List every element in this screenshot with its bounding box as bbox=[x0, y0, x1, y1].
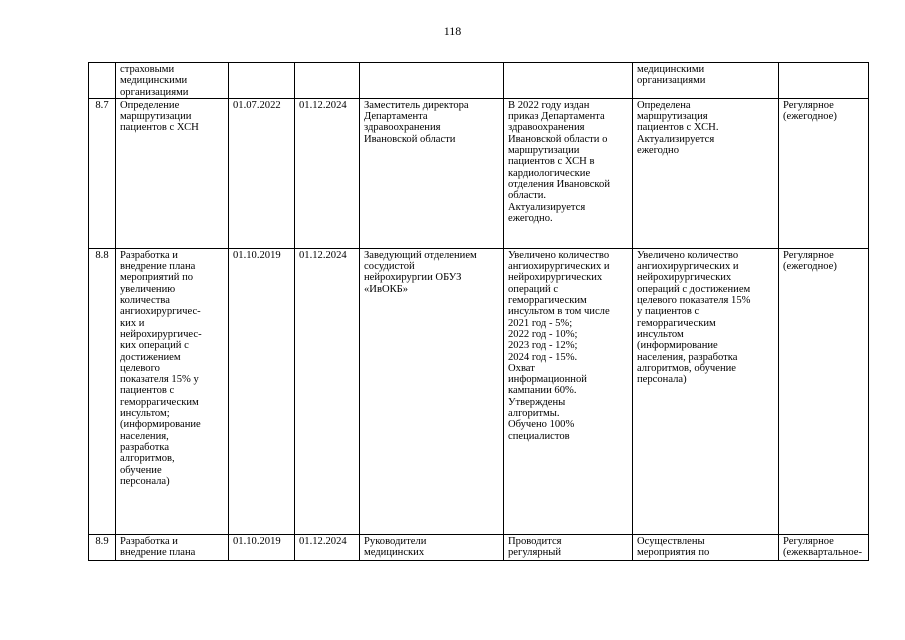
table-row bbox=[89, 248, 869, 534]
expected-result-cell bbox=[504, 248, 633, 534]
cell-text-line: увеличению bbox=[120, 283, 176, 295]
cell-text-line: внедрение плана bbox=[120, 261, 196, 273]
cell-text-line: Осуществлены bbox=[637, 535, 705, 547]
event-cell bbox=[116, 98, 229, 248]
cell-text-line: пациентов с ХСН. bbox=[637, 122, 719, 134]
cell-text-line: нейрохирургических bbox=[637, 272, 732, 284]
cell-text-line: нейрохирургических bbox=[508, 272, 603, 284]
item-number-cell bbox=[89, 63, 116, 99]
cell-text-line: кардиологические bbox=[508, 167, 591, 179]
cell-text-line: (информирование bbox=[637, 340, 718, 352]
cell-text-line: нейрохирургии ОБУЗ bbox=[364, 272, 462, 284]
cell-text-line: Департамента bbox=[364, 111, 428, 123]
cell-text-line: (ежеквартальное- bbox=[783, 547, 862, 559]
cell-text-line: Руководители bbox=[364, 535, 427, 547]
responsible-cell bbox=[360, 248, 504, 534]
periodicity-cell bbox=[779, 98, 869, 248]
cell-text-line: инсультом bbox=[637, 328, 684, 340]
cell-text-line: мероприятий по bbox=[120, 272, 194, 284]
cell-text-line: медицинскими bbox=[637, 64, 705, 75]
periodicity-cell bbox=[779, 63, 869, 99]
cell-text-line: разработка bbox=[120, 441, 170, 453]
cell-text-line: персонала) bbox=[120, 475, 170, 487]
cell-text-line: ежегодно. bbox=[508, 212, 553, 224]
cell-text-line: Регулярное bbox=[783, 535, 834, 547]
periodicity-cell bbox=[779, 248, 869, 534]
table-row bbox=[89, 98, 869, 248]
cell-text-line: пациентов с bbox=[120, 385, 175, 397]
cell-text-line: ких и bbox=[120, 317, 145, 329]
cell-text-line: операций с достижением bbox=[637, 283, 751, 295]
cell-text-line: пациентов с ХСН в bbox=[508, 156, 595, 168]
cell-text-line: отделения Ивановской bbox=[508, 178, 610, 190]
cell-text-line: Разработка и bbox=[120, 249, 178, 261]
cell-text-line: Заместитель директора bbox=[364, 99, 469, 111]
start-date-cell: 01.07.2022 bbox=[229, 98, 295, 248]
cell-text-line: 2024 год - 15%. bbox=[508, 351, 578, 363]
cell-text-line: количества bbox=[120, 295, 170, 307]
event-cell bbox=[116, 63, 229, 99]
cell-text-line: целевого показателя 15% bbox=[637, 295, 751, 307]
indicator-cell bbox=[633, 98, 779, 248]
cell-text-line: населения, разработка bbox=[637, 351, 738, 363]
end-date-cell: 01.12.2024 bbox=[295, 248, 360, 534]
cell-text-line: Заведующий отделением bbox=[364, 249, 477, 261]
cell-text-line: Ивановской области о bbox=[508, 133, 608, 145]
cell-text-line: Ивановской области bbox=[364, 133, 456, 145]
cell-text-line: 2021 год - 5%; bbox=[508, 317, 573, 329]
responsible-cell bbox=[360, 63, 504, 99]
cell-text-line: кампании 60%. bbox=[508, 385, 577, 397]
cell-text-line: здравоохранения bbox=[508, 122, 585, 134]
end-date-cell bbox=[295, 63, 360, 99]
cell-text-line: приказ Департамента bbox=[508, 111, 605, 123]
indicator-cell bbox=[633, 248, 779, 534]
cell-text-line: медицинских bbox=[364, 547, 425, 559]
cell-text-line: ких операций с bbox=[120, 340, 189, 352]
table-row bbox=[89, 534, 869, 560]
item-number-cell: 8.8 bbox=[89, 248, 116, 534]
cell-text-line: области. bbox=[508, 190, 547, 202]
cell-text-line: Регулярное bbox=[783, 99, 834, 111]
indicator-cell bbox=[633, 534, 779, 560]
cell-text-line: Проводится bbox=[508, 535, 562, 547]
cell-text-line: организациями bbox=[637, 75, 706, 87]
cell-text-line: Определена bbox=[637, 99, 691, 111]
event-cell bbox=[116, 248, 229, 534]
cell-text-line: маршрутизации bbox=[120, 111, 192, 123]
cell-text-line: Регулярное bbox=[783, 249, 834, 261]
cell-text-line: ангиохирургичес- bbox=[120, 306, 201, 318]
start-date-cell: 01.10.2019 bbox=[229, 534, 295, 560]
cell-text-line: (ежегодное) bbox=[783, 111, 837, 123]
end-date-cell: 01.12.2024 bbox=[295, 98, 360, 248]
cell-text-line: геморрагическим bbox=[637, 317, 716, 329]
cell-text-line: Увеличено количество bbox=[637, 249, 739, 261]
start-date-cell bbox=[229, 63, 295, 99]
cell-text-line: инсультом; bbox=[120, 408, 170, 420]
indicator-cell bbox=[633, 63, 779, 99]
cell-text-line: сосудистой bbox=[364, 261, 415, 273]
cell-text-line: ангиохирургических и bbox=[508, 261, 610, 273]
table-body bbox=[89, 63, 869, 561]
cell-text-line: инсультом в том числе bbox=[508, 306, 610, 318]
cell-text-line: маршрутизации bbox=[508, 145, 580, 157]
cell-text-line: Разработка и bbox=[120, 535, 178, 547]
cell-text-line: мероприятия по bbox=[637, 547, 710, 559]
cell-text-line: достижением bbox=[120, 351, 181, 363]
cell-text-line: медицинскими bbox=[120, 75, 188, 87]
table-row bbox=[89, 63, 869, 99]
cell-text-line: регулярный bbox=[508, 547, 562, 559]
responsible-cell bbox=[360, 534, 504, 560]
cell-text-line: страховыми bbox=[120, 64, 175, 75]
cell-text-line: целевого bbox=[120, 362, 160, 374]
cell-text-line: алгоритмов, bbox=[120, 453, 175, 465]
cell-text-line: геморрагическим bbox=[508, 295, 587, 307]
cell-text-line: В 2022 году издан bbox=[508, 99, 590, 111]
cell-text-line: внедрение плана bbox=[120, 547, 196, 559]
cell-text-line: геморрагическим bbox=[120, 396, 199, 408]
event-cell bbox=[116, 534, 229, 560]
cell-text-line: «ИвОКБ» bbox=[364, 283, 409, 295]
cell-text-line: показателя 15% у bbox=[120, 374, 199, 386]
responsible-cell bbox=[360, 98, 504, 248]
cell-text-line: Определение bbox=[120, 99, 180, 111]
cell-text-line: маршрутизация bbox=[637, 111, 708, 123]
cell-text-line: Охват bbox=[508, 362, 535, 374]
cell-text-line: 2022 год - 10%; bbox=[508, 328, 578, 340]
cell-text-line: алгоритмов, обучение bbox=[637, 362, 737, 374]
item-number-cell: 8.7 bbox=[89, 98, 116, 248]
page-number: 118 bbox=[443, 24, 462, 38]
cell-text-line: (информирование bbox=[120, 419, 201, 431]
cell-text-line: (ежегодное) bbox=[783, 261, 837, 273]
start-date-cell: 01.10.2019 bbox=[229, 248, 295, 534]
cell-text-line: специалистов bbox=[508, 430, 570, 442]
periodicity-cell bbox=[779, 534, 869, 560]
cell-text-line: пациентов с ХСН bbox=[120, 122, 199, 134]
cell-text-line: алгоритмы. bbox=[508, 408, 560, 420]
expected-result-cell bbox=[504, 63, 633, 99]
expected-result-cell bbox=[504, 534, 633, 560]
cell-text-line: Увеличено количество bbox=[508, 249, 610, 261]
end-date-cell: 01.12.2024 bbox=[295, 534, 360, 560]
cell-text-line: Актуализируется bbox=[508, 201, 586, 213]
cell-text-line: ангиохирургических и bbox=[637, 261, 739, 273]
cell-text-line: персонала) bbox=[637, 374, 687, 386]
cell-text-line: 2023 год - 12%; bbox=[508, 340, 578, 352]
cell-text-line: населения, bbox=[120, 430, 169, 442]
cell-text-line: организациями bbox=[120, 86, 189, 98]
cell-text-line: Обучено 100% bbox=[508, 419, 575, 431]
cell-text-line: Утверждены bbox=[508, 396, 566, 408]
expected-result-cell bbox=[504, 98, 633, 248]
cell-text-line: здравоохранения bbox=[364, 122, 441, 134]
cell-text-line: у пациентов с bbox=[637, 306, 700, 318]
cell-text-line: информационной bbox=[508, 374, 587, 386]
item-number-cell: 8.9 bbox=[89, 534, 116, 560]
cell-text-line: ежегодно bbox=[637, 145, 680, 157]
cell-text-line: Актуализируется bbox=[637, 133, 715, 145]
measures-table bbox=[88, 62, 869, 561]
cell-text-line: обучение bbox=[120, 464, 162, 476]
cell-text-line: операций с bbox=[508, 283, 559, 295]
cell-text-line: нейрохирургичес- bbox=[120, 328, 202, 340]
